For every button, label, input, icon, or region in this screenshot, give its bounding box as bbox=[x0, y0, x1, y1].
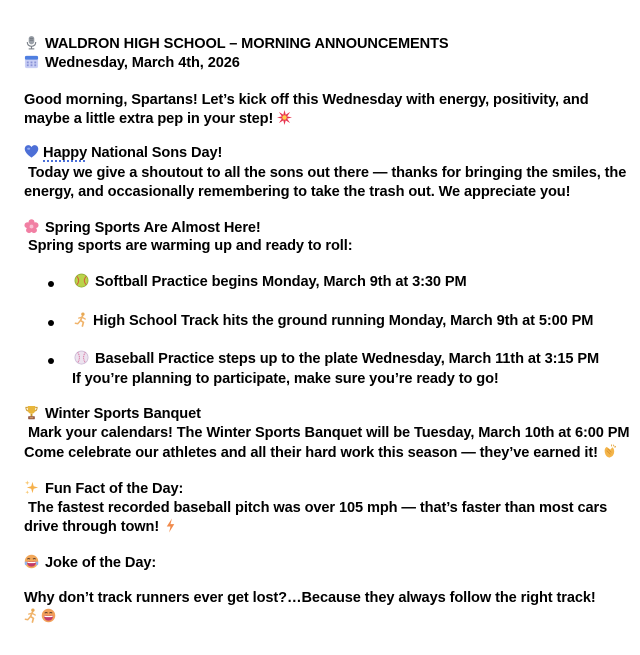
cherry-blossom-icon bbox=[24, 219, 39, 234]
trophy-icon bbox=[24, 405, 39, 420]
bullet-dot bbox=[48, 320, 54, 326]
list-item: High School Track hits the ground running Monday, March 9th at 5:00 PM bbox=[74, 312, 593, 331]
joke-heading: Joke of the Day: bbox=[24, 554, 156, 573]
runner-icon bbox=[24, 608, 39, 623]
page-title: WALDRON HIGH SCHOOL – MORNING ANNOUNCEMENTS bbox=[45, 36, 449, 52]
spellcheck-flagged-word[interactable]: Happy bbox=[24, 145, 87, 161]
sons-day-line-1: Today we give a shoutout to all the sons out there — thanks for bringing the smiles, the bbox=[24, 165, 627, 181]
softball-icon bbox=[74, 273, 89, 288]
banquet-heading: Winter Sports Banquet bbox=[24, 405, 201, 424]
date-line bbox=[24, 54, 240, 73]
spring-sports-heading: Spring Sports Are Almost Here! bbox=[24, 219, 261, 238]
bullet-dot bbox=[48, 358, 54, 364]
greeting-line-2: maybe a little extra pep in your step! bbox=[24, 110, 292, 129]
fun-fact-heading: Fun Fact of the Day: bbox=[24, 480, 183, 499]
spring-sports-intro: Spring sports are warming up and ready to roll: bbox=[24, 238, 353, 254]
announcement-date: Wednesday, March 4th, 2026 bbox=[45, 55, 240, 71]
laughing-face-icon bbox=[24, 554, 39, 569]
sparkles-icon bbox=[24, 480, 39, 495]
sons-day-line-2: energy, and occasionally remembering to take the trash out. We appreciate you! bbox=[24, 184, 571, 200]
microphone-icon bbox=[24, 35, 39, 50]
sons-day-heading: Happy National Sons Day! bbox=[24, 144, 222, 163]
fun-fact-line-2: drive through town! bbox=[24, 518, 178, 537]
banquet-line-1: Mark your calendars! The Winter Sports Banquet will be Tuesday, March 10th at 6:00 PM bbox=[24, 425, 630, 441]
list-item: Baseball Practice steps up to the plate Wednesday, March 11th at 3:15 PM bbox=[74, 350, 599, 369]
blue-heart-icon bbox=[24, 144, 39, 159]
baseball-icon bbox=[74, 350, 89, 365]
bullet-dot bbox=[48, 281, 54, 287]
title-line bbox=[24, 35, 449, 54]
banquet-line-2: Come celebrate our athletes and all their hard work this season — they’ve earned it! bbox=[24, 444, 617, 463]
sparkle-burst-icon bbox=[277, 110, 292, 125]
grinning-face-icon bbox=[41, 608, 56, 623]
runner-icon bbox=[74, 312, 89, 327]
joke-text: Why don’t track runners ever get lost?…Because they always follow the right track! bbox=[24, 590, 596, 606]
calendar-icon bbox=[24, 54, 39, 69]
clapping-hands-icon bbox=[602, 444, 617, 459]
lightning-icon bbox=[163, 518, 178, 533]
fun-fact-line-1: The fastest recorded baseball pitch was over 105 mph — that’s faster than most cars bbox=[24, 500, 608, 516]
list-item: Softball Practice begins Monday, March 9th at 3:30 PM bbox=[74, 273, 467, 292]
spring-sports-closing: If you’re planning to participate, make sure you’re ready to go! bbox=[72, 371, 499, 387]
greeting-line-1: Good morning, Spartans! Let’s kick off this Wednesday with energy, positivity, and bbox=[24, 92, 589, 108]
joke-trail-emojis bbox=[24, 608, 62, 627]
